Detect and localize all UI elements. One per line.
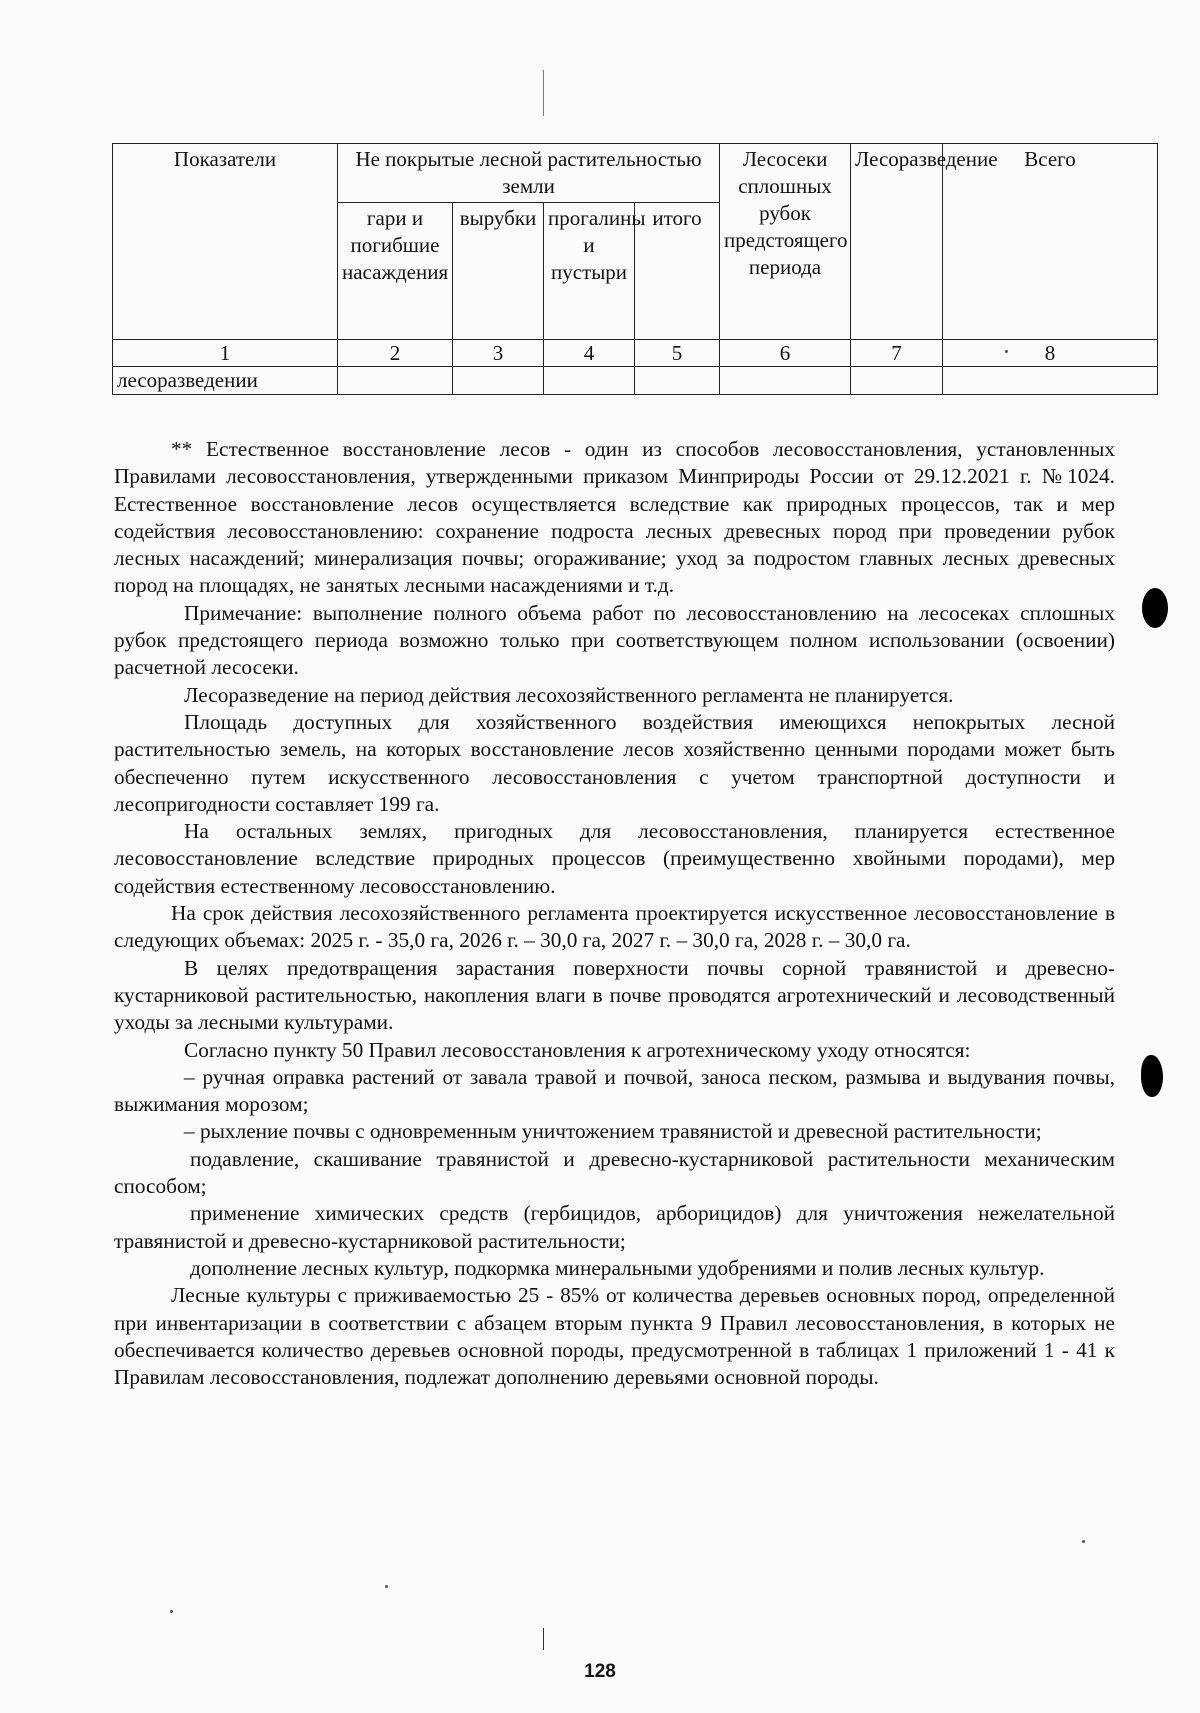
header-indicators: Показатели bbox=[113, 144, 338, 340]
body-text bbox=[114, 436, 1115, 1391]
column-number: 7 bbox=[851, 340, 943, 367]
header-clearcut-areas: Лесосеки сплошных рубок предстоящего периода bbox=[720, 144, 851, 340]
paragraph-other-lands: На остальных землях, пригодных для лесовосстановления, планируется естественное лесовосстановление вследствие природных процессов (преимущественно хвойными породами), мер содействия естественному лесовосстановлению. bbox=[114, 819, 1115, 898]
scan-mark-bottom bbox=[543, 1628, 544, 1650]
list-item: применение химических средств (гербицидов, арборицидов) для уничтожения нежелательной травянистой и древесно-кустарниковой растительности; bbox=[114, 1201, 1115, 1253]
table-cell bbox=[544, 367, 635, 395]
list-item: подавление, скашивание травянистой и древесно-кустарниковой растительности механическим способом; bbox=[114, 1146, 1115, 1199]
table-cell bbox=[851, 367, 943, 395]
column-numbers-row bbox=[113, 340, 1158, 367]
indicators-table bbox=[112, 143, 1158, 395]
scan-speck bbox=[1005, 350, 1008, 353]
row-label: лесоразведении bbox=[113, 367, 338, 395]
list-item: – ручная оправка растений от завала травой и почвой, заноса песком, размыва и выдувания почвы, выжимания морозом; bbox=[114, 1064, 1115, 1117]
paragraph-care-purpose: В целях предотвращения зарастания поверхности почвы сорной травянистой и древесно-кустарниковой растительностью, накопления влаги в почве проводятся агротехнический и лесоводственный уходы за лесными культурами. bbox=[114, 955, 1115, 1035]
header-unforested-lands: Не покрытые лесной растительностью земли bbox=[338, 144, 720, 203]
table-cell bbox=[943, 367, 1158, 395]
paragraph-volumes: На срок действия лесохозяйственного регламента проектируется искусственное лесовосстановление в следующих объемах: 2025 г. - 35,0 га, 2026 г. – 30,0 га, 2027 г. – 30,0 га, 2028 г. – 30,0 га. bbox=[114, 901, 1115, 953]
table-cell bbox=[720, 367, 851, 395]
subheader-glades-wastelands: прогалины и пустыри bbox=[544, 203, 635, 340]
table-header-row bbox=[113, 144, 1158, 203]
scan-speck bbox=[1082, 1540, 1085, 1543]
list-item: дополнение лесных культур, подкормка минеральными удобрениями и полив лесных культур. bbox=[190, 1255, 1045, 1280]
column-number: 6 bbox=[720, 340, 851, 367]
scan-speck bbox=[385, 1585, 388, 1588]
subheader-subtotal: итого bbox=[635, 203, 720, 340]
table-cell bbox=[453, 367, 544, 395]
column-number: 3 bbox=[453, 340, 544, 367]
scan-speck bbox=[170, 1610, 173, 1613]
paragraph-care-list-intro: Согласно пункту 50 Правил лесовосстановления к агротехническому уходу относятся: bbox=[184, 1037, 971, 1062]
paragraph-afforestation: Лесоразведение на период действия лесохозяйственного регламента не планируется. bbox=[184, 682, 954, 707]
page-number: 128 bbox=[584, 1661, 616, 1682]
column-number: 1 bbox=[113, 340, 338, 367]
paragraph-natural-regeneration: ** Естественное восстановление лесов - один из способов лесовосстановления, установленных Правилами лесовосстановления, утвержденными приказом Минприроды России от 29.12.2021 г. №1024. Естественное восстановление лесов осуществляется вследствие как природных процессов, так и мер содействия лесовосстановлению: сохранение подроста лесных древесных пород при проведении рубок лесных насаждений; минерализация почвы; огораживание; уход за подростом главных лесных древесных пород на площадях, не занятых лесными насаждениями и т.д. bbox=[114, 437, 1115, 598]
column-number: 5 bbox=[635, 340, 720, 367]
paragraph-area: Площадь доступных для хозяйственного воздействия имеющихся непокрытых лесной растительностью земель, на которых восстановление лесов хозяйственно ценными породами может быть обеспеченно путем искусственного лесовосстановления с учетом транспортной доступности и лесопригодности составляет 199 га. bbox=[114, 709, 1115, 816]
column-number: 8 bbox=[943, 340, 1158, 367]
column-number: 4 bbox=[544, 340, 635, 367]
subheader-burnt-dead: гари и погибшие насаждения bbox=[338, 203, 453, 340]
scan-mark-top bbox=[543, 70, 544, 116]
header-afforestation: Лесоразведение bbox=[851, 144, 943, 340]
paragraph-survival-rate: Лесные культуры с приживаемостью 25 - 85% от количества деревьев основных пород, определенной при инвентаризации в соответствии с абзацем вторым пункта 9 Правил лесовосстановления, в которых не обеспечивается количество деревьев основной породы, предусмотренной в таблицах 1 приложений 1 - 41 к Правилам лесовосстановления, подлежат дополнению деревьями основной породы. bbox=[114, 1283, 1115, 1390]
column-number: 2 bbox=[338, 340, 453, 367]
list-item: – рыхление почвы с одновременным уничтожением травянистой и древесной растительности; bbox=[184, 1119, 1042, 1144]
hole-punch-mark bbox=[1141, 1055, 1163, 1097]
paragraph-note: Примечание: выполнение полного объема работ по лесовосстановлению на лесосеках сплошных рубок предстоящего периода возможно только при соответствующем полном использовании (освоении) расчетной лесосеки. bbox=[114, 600, 1115, 680]
table-cell bbox=[338, 367, 453, 395]
hole-punch-mark bbox=[1142, 588, 1168, 628]
table-cell bbox=[635, 367, 720, 395]
subheader-cuttings: вырубки bbox=[453, 203, 544, 340]
header-total: Всего bbox=[943, 144, 1158, 340]
table-row bbox=[113, 367, 1158, 395]
